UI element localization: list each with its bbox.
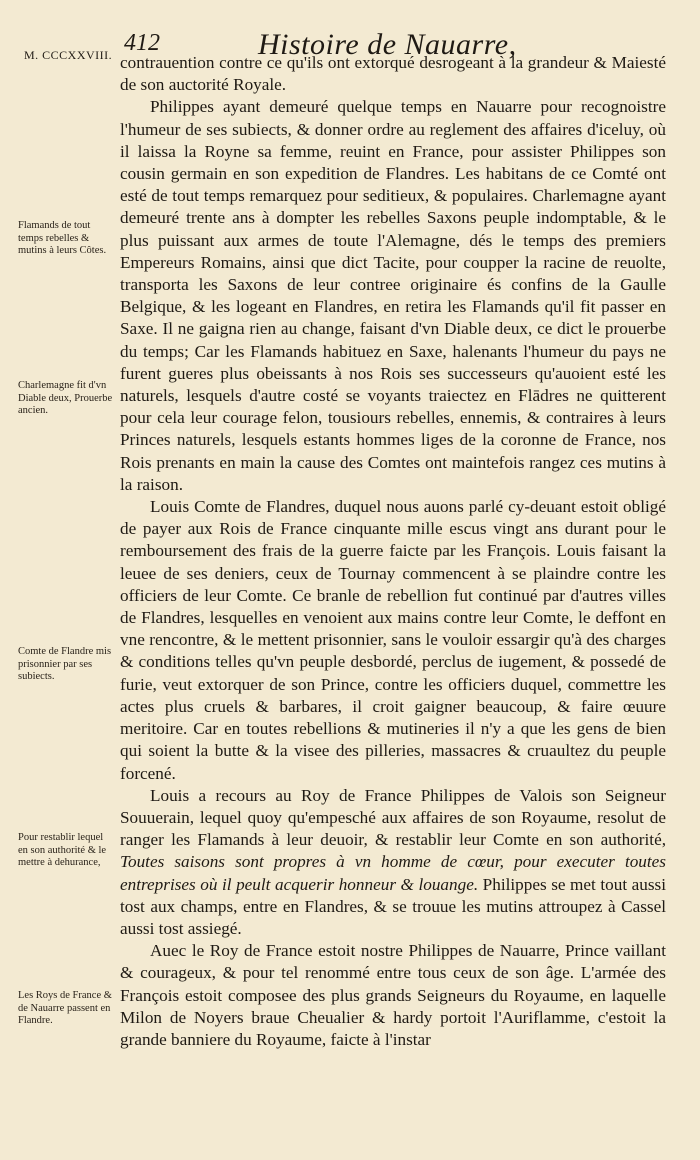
margin-note: Charlemagne fit d'vn Diable deux, Prouerbe ancien. (18, 380, 113, 416)
paragraph: Auec le Roy de France estoit nostre Philippes de Nauarre, Prince vaillant & courageux, & pour tel renommé entre tous ceux de son âge. L'armée des François estoit composee des plus grands Seigneurs du Royaume, en laquelle Milon de Noyers braue Cheualier & hardy portoit l'Auriflamme, c'estoit la grande banniere du Royaume, faicte à l'instar (120, 941, 666, 1049)
year-marker: M. CCCXXVIII. (24, 48, 113, 62)
paragraph-text: Philippes se met tout aussi tost aux champs, entre en Flandres, & se trouue les mutins attroupez à Cassel aussi tost assiegé. (120, 874, 667, 938)
running-title: Histoire de Nauarre, (258, 28, 517, 61)
margin-note: Comte de Flandre mis prisonnier par ses subiects. (18, 646, 112, 682)
paragraph-text: Louis a recours au Roy de France Philippes de Valois son Seigneur Souuerain, lequel quoy qu'empesché aux affaires de son Royaume, resolut de ranger les Flamands à leur deuoir, & restablir leur Comte en son authorité, (120, 785, 666, 850)
page-number: 412 (124, 30, 160, 56)
italic-maxim: Toutes saisons sont propres à vn homme de cœur, pour executer toutes entreprises où il peult acquerir honneur & louange. (120, 852, 666, 894)
paragraph: Philippes ayant demeuré quelque temps en Nauarre pour recognoistre l'humeur de ses subiects, & donner ordre au reglement des affaires d'iceluy, où il laissa la Royne sa femme, reuint en France, pour assister Philippes son cousin germain en son expedition de Flandres. Les habitans de ce Comté ont esté de tout temps remarquez pour seditieux, & populaires. Charlemagne ayant demeuré trente ans à dompter les rebelles Saxons peuple indomptable, & le plus puissant aux armes de toute l'Alemagne, dés le temps des premiers Empereurs Romains, ainsi que dict Tacite, pour coupper la racine de reuolte, transporta les Saxons de leur contree originaire és confins de la Gaulle Belgique, & les logeant en Flandres, en retira les Flamands qu'il fit passer en Saxe. Il ne gaigna rien au change, faisant d'vn Diable deux, ce dict le prouerbe du temps; Car les Flamands habituez en Saxe, halenants l'humeur du pays ne furent gueres plus obeissants à nos Rois ses successeurs qu'auoient esté les naturels, lesquels d'autre costé se voyants traiectez en Flādres ne quitterent pour cela leur courage felon, tousiours rebelles, ennemis, & contraires à leurs Princes naturels, lesquels estants hommes liges de la coronne de France, nos Rois prenants en main la cause des Comtes ont maintefois rangez ces mutins à la raison. (120, 97, 666, 494)
paragraph: contrauention contre ce qu'ils ont extorqué desrogeant à la grandeur & Maiesté de son auctorité Royale. (120, 53, 666, 95)
margin-note: Flamands de tout temps rebelles & mutins à leurs Côtes. (18, 220, 107, 256)
paragraph: Louis Comte de Flandres, duquel nous auons parlé cy-deuant estoit obligé de payer aux Rois de France cinquante mille escus vingt ans durant pour le remboursement des frais de la guerre faicte par les François. Louis faisant la leuee de ses deniers, ceux de Tournay commencent à se plaindre contre les officiers de leur Comte. Ce branle de rebellion fut continué par d'autres villes de Flandres, lesquelles en venoient aux mains contre leur Comte, le deffont en vne rencontre, & le mettent prisonnier, sans le vouloir essargir qu'à des charges & conditions telles qu'vn peuple desbordé, perclus de iugement, & possedé de furie, veut extorquer de son Prince, contre les officiers duquel, commettre les actes plus cruels & barbares, il croit gaigner beaucoup, & faire œuure meritoire. Car en toutes rebellions & mutineries il n'y a que les gens de bien qui soient la butte & la visee des pilleries, massacres & cruaultez du peuple forcené. (120, 497, 666, 783)
margin-note: Pour restablir lequel en son authorité & le mettre à dehurance, (18, 832, 107, 868)
paragraph (120, 785, 666, 940)
main-text (120, 52, 666, 1051)
margin-note: Les Roys de France & de Nauarre passent en Flandre. (18, 990, 112, 1026)
